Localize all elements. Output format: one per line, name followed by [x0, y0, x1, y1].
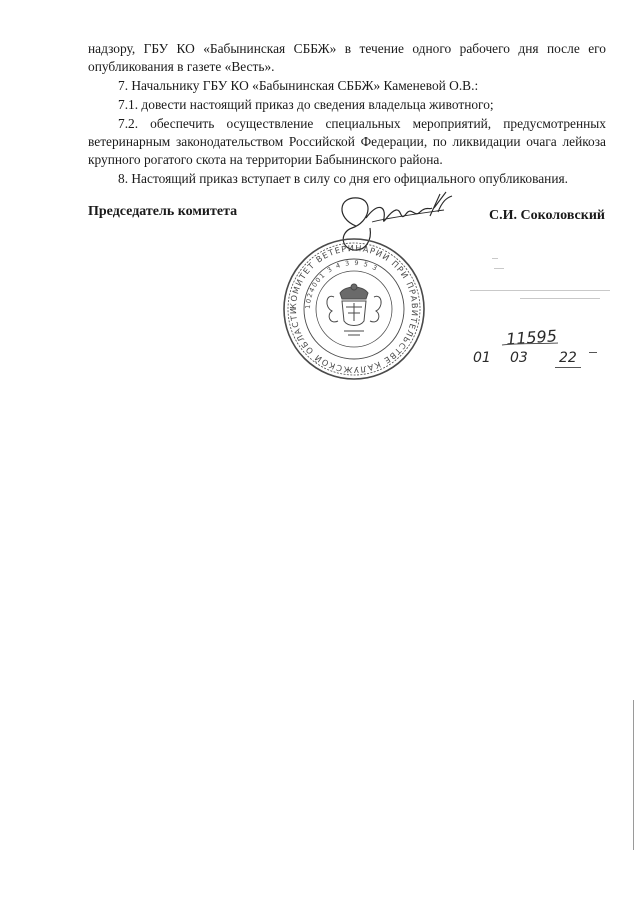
- signer-name: С.И. Соколовский: [489, 208, 605, 223]
- official-seal-stamp: [280, 235, 428, 383]
- paragraph-item-7: 7. Начальнику ГБУ КО «Бабынинская СББЖ» Каменевой О.В.:: [118, 78, 479, 93]
- registration-day: 01: [473, 350, 491, 366]
- scan-artifact: [494, 268, 504, 269]
- paragraph-item-7-1: 7.1. довести настоящий приказ до сведения владельца животного;: [118, 97, 494, 112]
- registration-number: 11595: [505, 326, 558, 349]
- scan-artifact: [520, 298, 600, 299]
- signer-title: Председатель комитета: [88, 204, 238, 219]
- scan-edge-mark: [633, 700, 634, 850]
- paragraph-continuation: надзору, ГБУ КО «Бабынинская СББЖ» в течение одного рабочего дня после его опубликования в газете «Весть».: [88, 41, 606, 74]
- svg-text:КОМИТЕТ ВЕТЕРИНАРИИ ПРИ ПРАВИТ: КОМИТЕТ ВЕТЕРИНАРИИ ПРИ ПРАВИТЕЛЬСТВЕ КАЛУЖСКОЙ ОБЛАСТИ: [287, 242, 421, 376]
- registration-number-underline: [500, 342, 560, 348]
- scan-artifact: [492, 258, 498, 259]
- document-body: [88, 40, 606, 189]
- registration-date: [473, 350, 608, 372]
- svg-text:1024001 3 4 3 9 5 3: 1024001 3 4 3 9 5 3: [303, 258, 380, 310]
- registration-year-underline: [555, 367, 581, 368]
- scan-artifact: [470, 290, 610, 291]
- registration-month: 03: [510, 350, 528, 366]
- paragraph-item-8: 8. Настоящий приказ вступает в силу со дня его официального опубликования.: [118, 171, 568, 186]
- registration-dash: [589, 352, 597, 353]
- registration-year: 22: [559, 350, 577, 366]
- paragraph-item-7-2: 7.2. обеспечить осуществление специальных мероприятий, предусмотренных ветеринарным законодательством Российской Федерации, по ликвидации очага лейкоза крупного рогатого скота на территории Бабынинского района.: [88, 116, 606, 167]
